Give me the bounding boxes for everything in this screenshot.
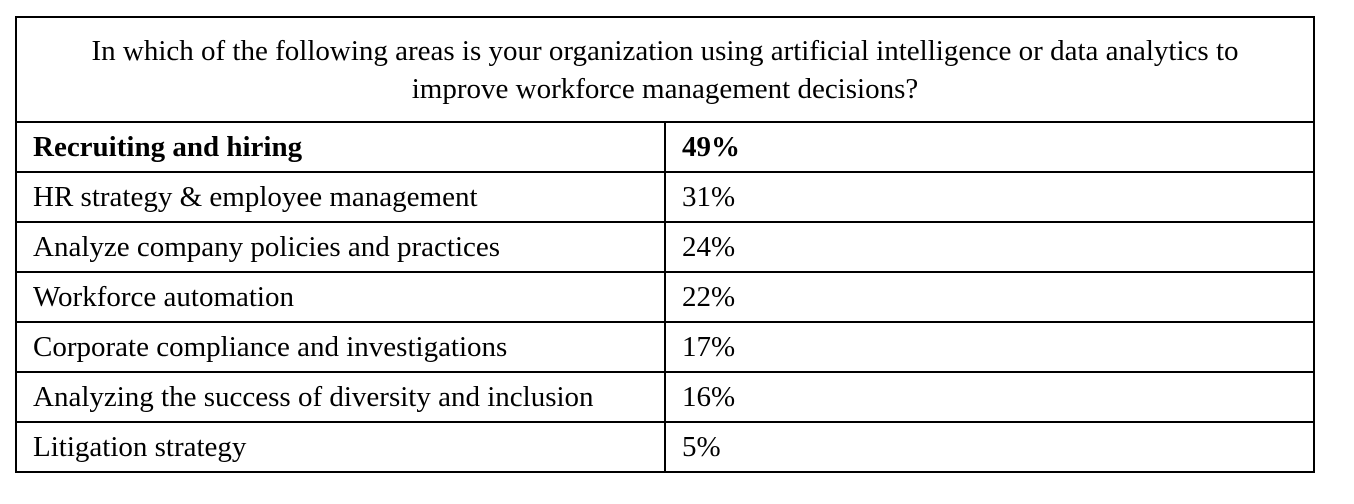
table-row xyxy=(16,372,1314,422)
area-label: Analyze company policies and practices xyxy=(16,222,665,272)
table-row xyxy=(16,322,1314,372)
survey-question: In which of the following areas is your organization using artificial intelligence or data analytics to improve workforce management decisions? xyxy=(16,17,1314,122)
percent-value: 24% xyxy=(665,222,1314,272)
area-label: Corporate compliance and investigations xyxy=(16,322,665,372)
percent-value: 49% xyxy=(665,122,1314,172)
area-label: Workforce automation xyxy=(16,272,665,322)
percent-value: 22% xyxy=(665,272,1314,322)
percent-value: 5% xyxy=(665,422,1314,472)
table-row xyxy=(16,122,1314,172)
survey-table xyxy=(15,16,1315,473)
area-label: HR strategy & employee management xyxy=(16,172,665,222)
table-row xyxy=(16,422,1314,472)
percent-value: 16% xyxy=(665,372,1314,422)
area-label: Analyzing the success of diversity and inclusion xyxy=(16,372,665,422)
table-row xyxy=(16,222,1314,272)
percent-value: 17% xyxy=(665,322,1314,372)
table-row xyxy=(16,172,1314,222)
area-label: Recruiting and hiring xyxy=(16,122,665,172)
percent-value: 31% xyxy=(665,172,1314,222)
question-row xyxy=(16,17,1314,122)
table-row xyxy=(16,272,1314,322)
area-label: Litigation strategy xyxy=(16,422,665,472)
